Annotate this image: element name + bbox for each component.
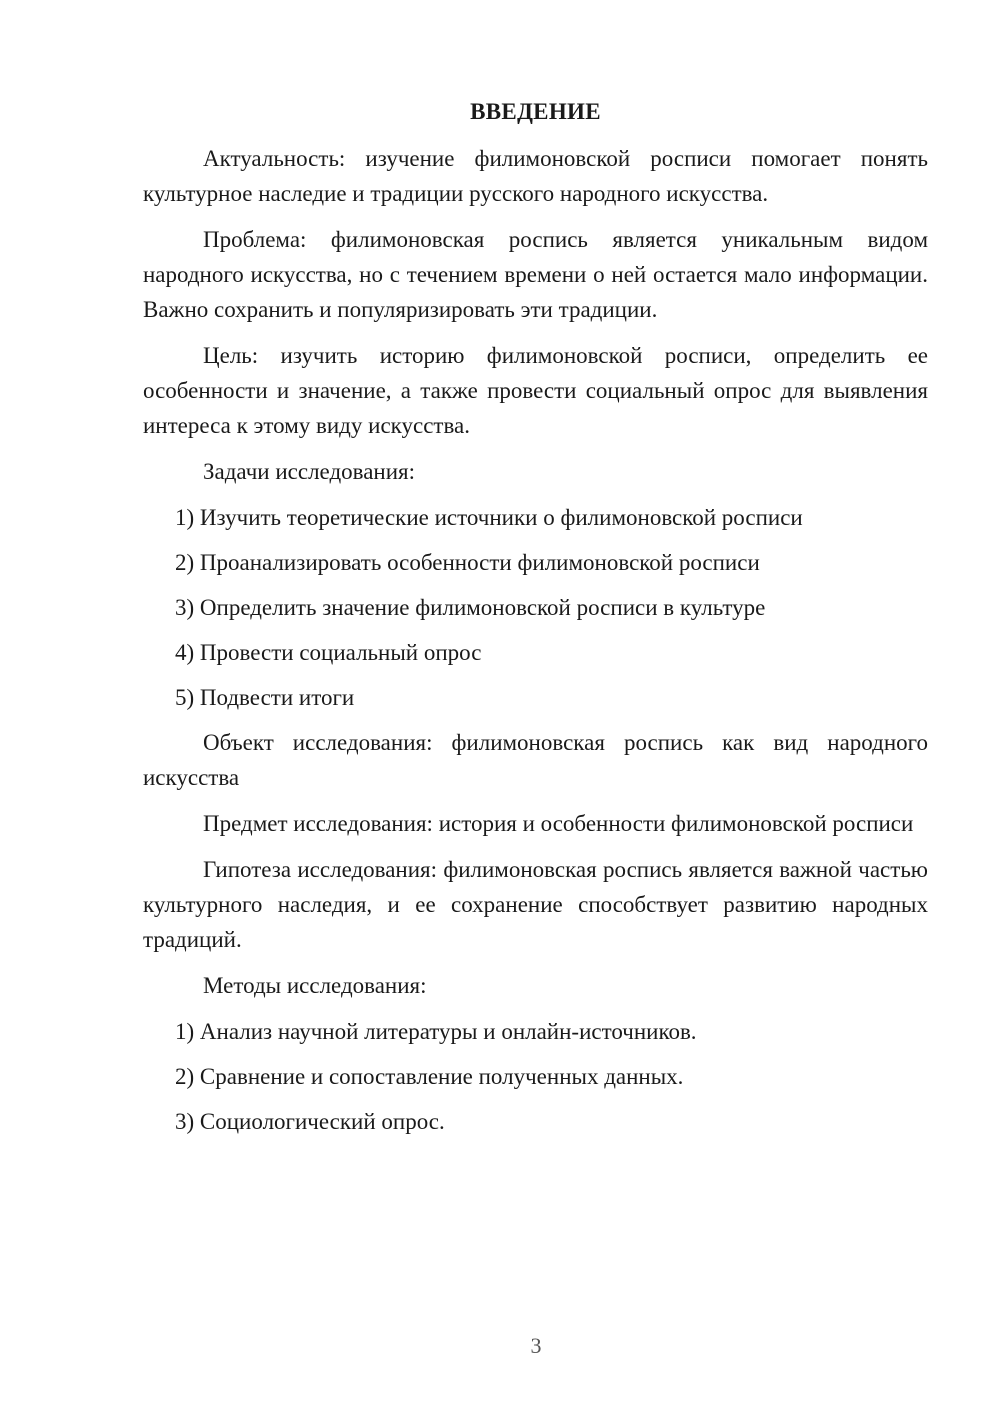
methods-list [143,1014,928,1139]
tasks-heading: Задачи исследования: [203,459,416,484]
paragraph-goal: Цель: изучить историю филимоновской росписи, определить ее особенности и значение, а также провести социальный опрос для выявления интереса к этому виду искусства. [143,343,928,438]
page-content [143,94,928,1149]
task-item: 2) Проанализировать особенности филимоновской росписи [175,550,760,575]
method-item: 2) Сравнение и сопоставление полученных данных. [175,1064,684,1089]
methods-heading: Методы исследования: [203,973,427,998]
task-item: 5) Подвести итоги [175,685,355,710]
task-item: 4) Провести социальный опрос [175,640,482,665]
method-item: 3) Социологический опрос. [175,1109,445,1134]
paragraph-hypothesis: Гипотеза исследования: филимоновская роспись является важной частью культурного наследия, и ее сохранение способствует развитию народных традиций. [143,857,928,952]
page-number: 3 [530,1333,542,1358]
paragraph-relevance: Актуальность: изучение филимоновской росписи помогает понять культурное наследие и традиции русского народного искусства. [143,146,928,206]
task-item: 3) Определить значение филимоновской росписи в культуре [175,595,766,620]
section-title: ВВЕДЕНИЕ [470,99,601,124]
task-item: 1) Изучить теоретические источники о филимоновской росписи [175,505,803,530]
method-item: 1) Анализ научной литературы и онлайн-источников. [175,1019,697,1044]
paragraph-subject: Предмет исследования: история и особенности филимоновской росписи [203,811,914,836]
paragraph-object: Объект исследования: филимоновская роспись как вид народного искусства [143,730,928,790]
paragraph-problem: Проблема: филимоновская роспись является уникальным видом народного искусства, но с течением времени о ней остается мало информации. Важно сохранить и популяризировать эти традиции. [143,227,928,322]
tasks-list [143,500,928,715]
